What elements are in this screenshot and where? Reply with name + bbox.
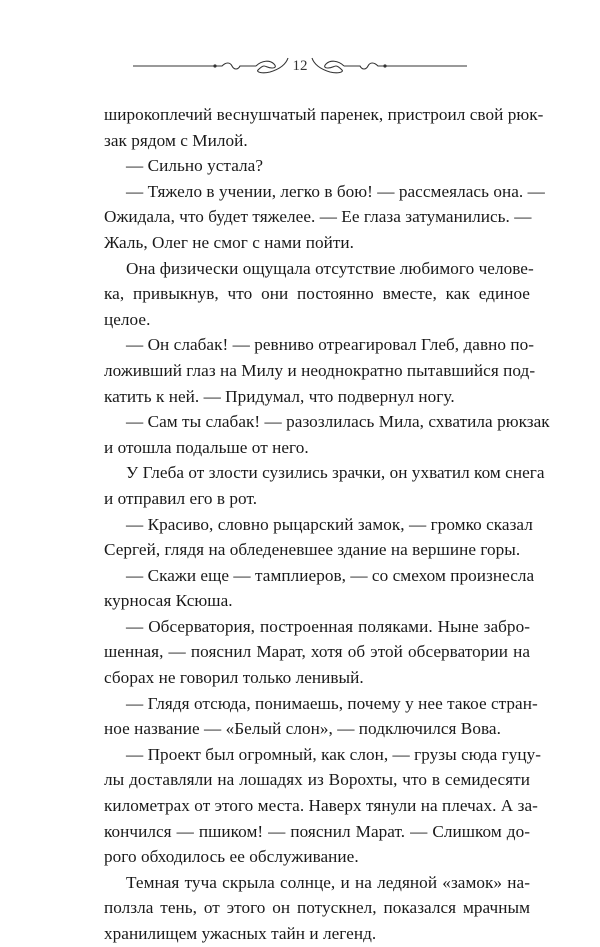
text-line: Она физически ощущала отсутствие любимого челове- (126, 258, 534, 278)
text-line: километрах от этого места. Наверх тянули на плечах. А за- (104, 796, 538, 816)
text-line: Темная туча скрыла солнце, и на ледяной «замок» на- (126, 872, 530, 892)
text-line: курносая Ксюша. (104, 591, 233, 611)
text-line: зак рядом с Милой. (104, 130, 248, 150)
text-line: ное название — «Белый слон», — подключился Вова. (104, 719, 501, 739)
text-line: У Глеба от злости сузились зрачки, он ухватил ком снега (126, 463, 545, 483)
text-line: и отправил его в рот. (104, 488, 258, 508)
text-line: — Обсерватория, построенная поляками. Ныне забро- (126, 616, 530, 636)
text-line: — Глядя отсюда, понимаешь, почему у нее такое стран- (126, 693, 538, 713)
text-line: ползла тень, от этого он потускнел, показался мрачным (104, 898, 530, 918)
text-line: — Сам ты слабак! — разозлилась Мила, схватила рюкзак (126, 412, 550, 432)
text-line: — Он слабак! — ревниво отреагировал Глеб, давно по- (126, 335, 535, 355)
text-line: хранилищем ужасных тайн и легенд. (104, 924, 377, 943)
text-line: лы доставляли на лошадях из Ворохты, что в семидесяти (104, 770, 530, 790)
page-header (0, 50, 600, 82)
text-line: сборах не говорил только ленивый. (104, 668, 364, 688)
text-line: широкоплечий веснушчатый паренек, пристроил свой рюк- (104, 105, 544, 124)
text-line: Жаль, Олег не смог с нами пойти. (104, 232, 355, 252)
text-line: ложивший глаз на Милу и неоднократно пытавшийся под- (104, 360, 536, 380)
text-line: — Сильно устала? (126, 156, 264, 176)
text-line: — Тяжело в учении, легко в бою! — рассмеялась она. — (126, 181, 545, 201)
text-line: шенная, — пояснил Марат, хотя об этой обсерватории на (104, 642, 530, 662)
text-line: Сергей, глядя на обледеневшее здание на вершине горы. (104, 540, 521, 560)
text-line: ка, привыкнув, что они постоянно вместе, как единое (104, 284, 530, 304)
text-line: целое. (104, 309, 151, 329)
text-line: — Скажи еще — тамплиеров, — со смехом произнесла (126, 565, 535, 585)
text-line: кончился — пшиком! — пояснил Марат. — Слишком до- (104, 821, 530, 841)
text-line: — Красиво, словно рыцарский замок, — громко сказал (126, 514, 533, 534)
text-line: и отошла подальше от него. (104, 437, 309, 457)
page-number: 12 (292, 58, 308, 74)
text-line: рого обходилось ее обслуживание. (104, 847, 359, 867)
page-body (104, 102, 550, 947)
text-line: катить к ней. — Придумал, что подвернул ногу. (104, 386, 455, 406)
text-line: — Проект был огромный, как слон, — грузы сюда гуцу- (126, 744, 541, 764)
text-line: Ожидала, что будет тяжелее. — Ее глаза затуманились. — (104, 207, 532, 227)
